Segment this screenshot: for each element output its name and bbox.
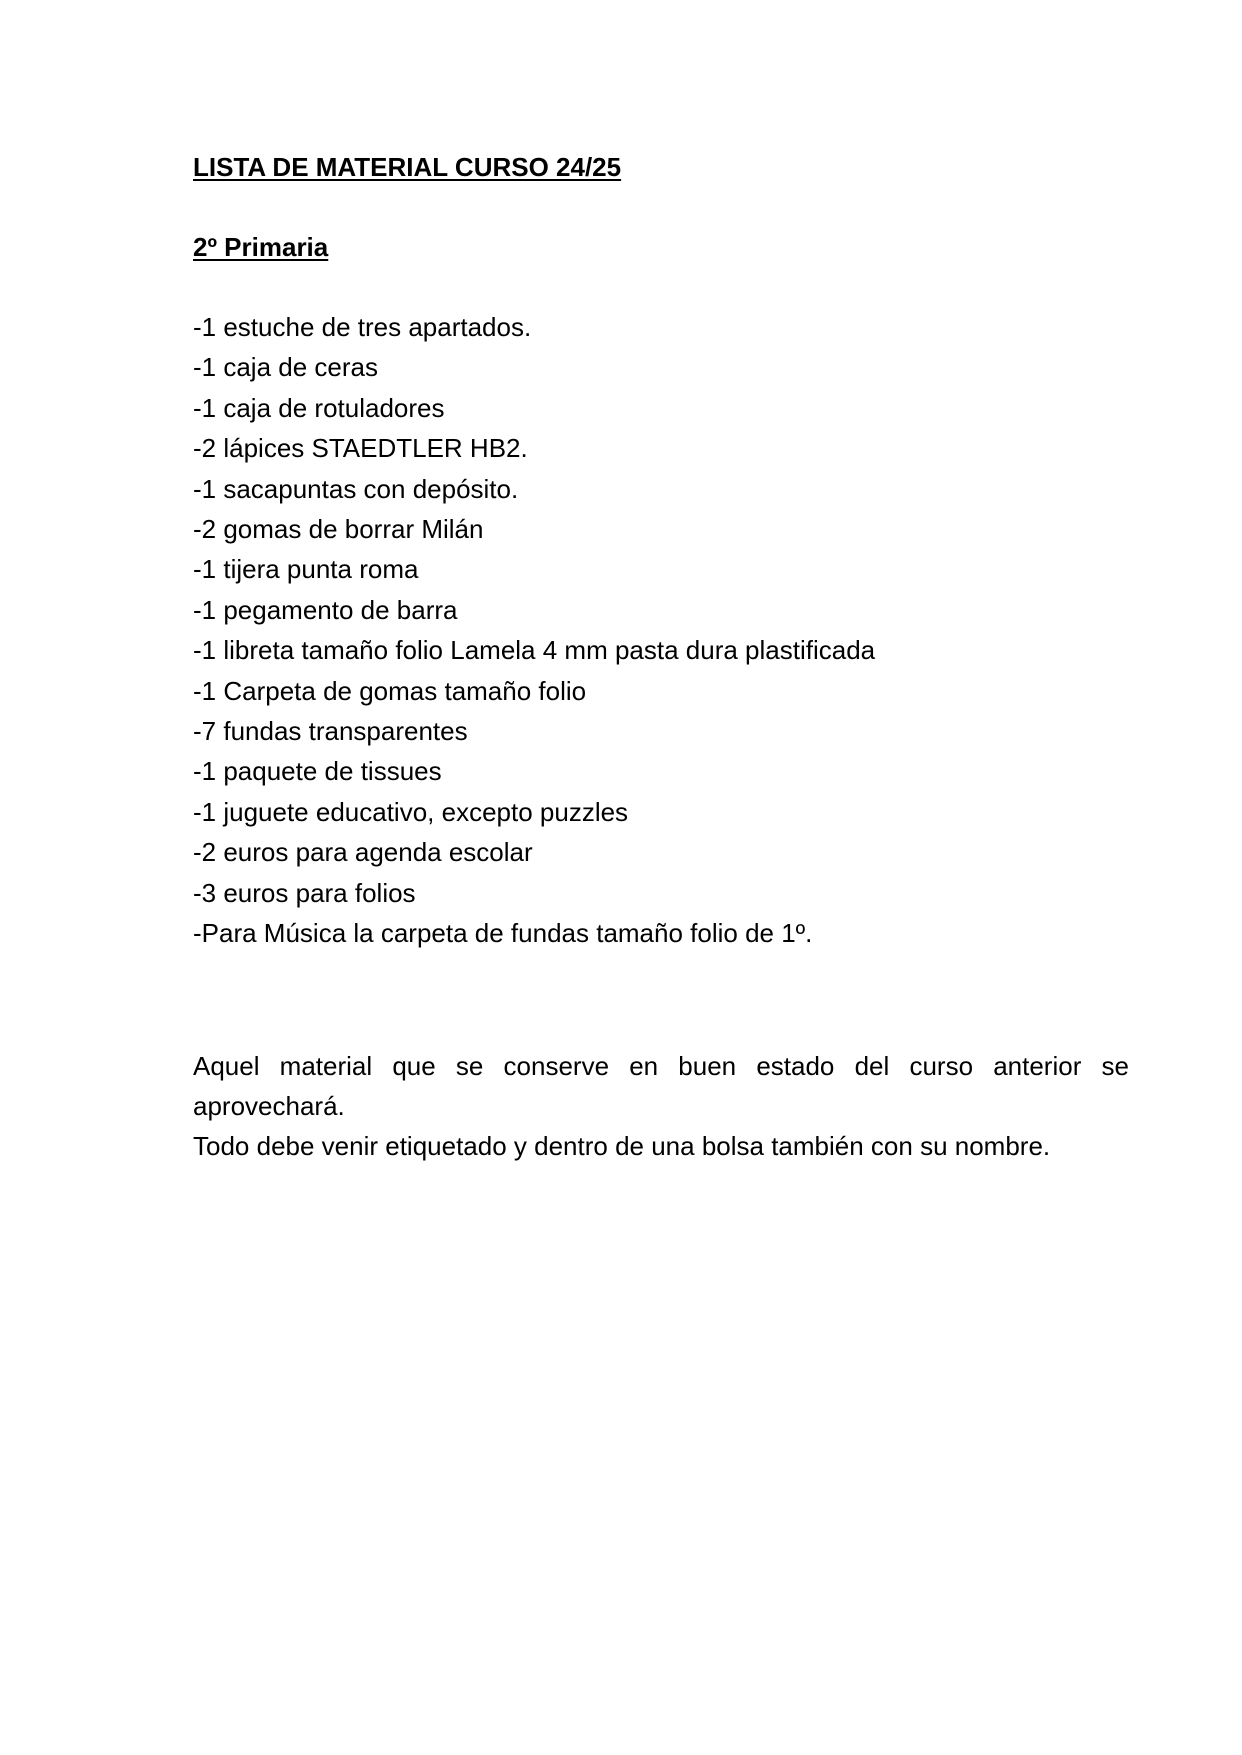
list-item: -1 libreta tamaño folio Lamela 4 mm pasta dura plastificada bbox=[193, 635, 876, 666]
list-item: -7 fundas transparentes bbox=[193, 716, 468, 747]
document-content bbox=[193, 147, 1129, 1167]
note-paragraph: Aquel material que se conserve en buen estado del curso anterior se aprovechará. bbox=[193, 1050, 1129, 1121]
material-list bbox=[193, 307, 1129, 954]
grade-heading: 2º Primaria bbox=[193, 232, 329, 262]
list-item: -Para Música la carpeta de fundas tamaño folio de 1º. bbox=[193, 918, 813, 949]
list-item: -1 sacapuntas con depósito. bbox=[193, 473, 519, 504]
document-title: LISTA DE MATERIAL CURSO 24/25 bbox=[193, 152, 622, 182]
list-item: -1 juguete educativo, excepto puzzles bbox=[193, 796, 629, 827]
list-item: -1 estuche de tres apartados. bbox=[193, 312, 532, 342]
list-item: -1 caja de rotuladores bbox=[193, 392, 445, 423]
list-item: -3 euros para folios bbox=[193, 877, 416, 908]
list-item: -1 tijera punta roma bbox=[193, 554, 419, 585]
list-item: -2 lápices STAEDTLER HB2. bbox=[193, 433, 528, 464]
list-item: -1 Carpeta de gomas tamaño folio bbox=[193, 675, 587, 706]
list-item: -1 pegamento de barra bbox=[193, 594, 458, 625]
list-item: -2 gomas de borrar Milán bbox=[193, 514, 484, 545]
list-item: -1 paquete de tissues bbox=[193, 756, 442, 787]
list-item: -1 caja de ceras bbox=[193, 352, 378, 383]
notes-section bbox=[193, 1046, 1129, 1167]
note-paragraph: Todo debe venir etiquetado y dentro de una bolsa también con su nombre. bbox=[193, 1131, 1051, 1162]
list-item: -2 euros para agenda escolar bbox=[193, 837, 533, 868]
